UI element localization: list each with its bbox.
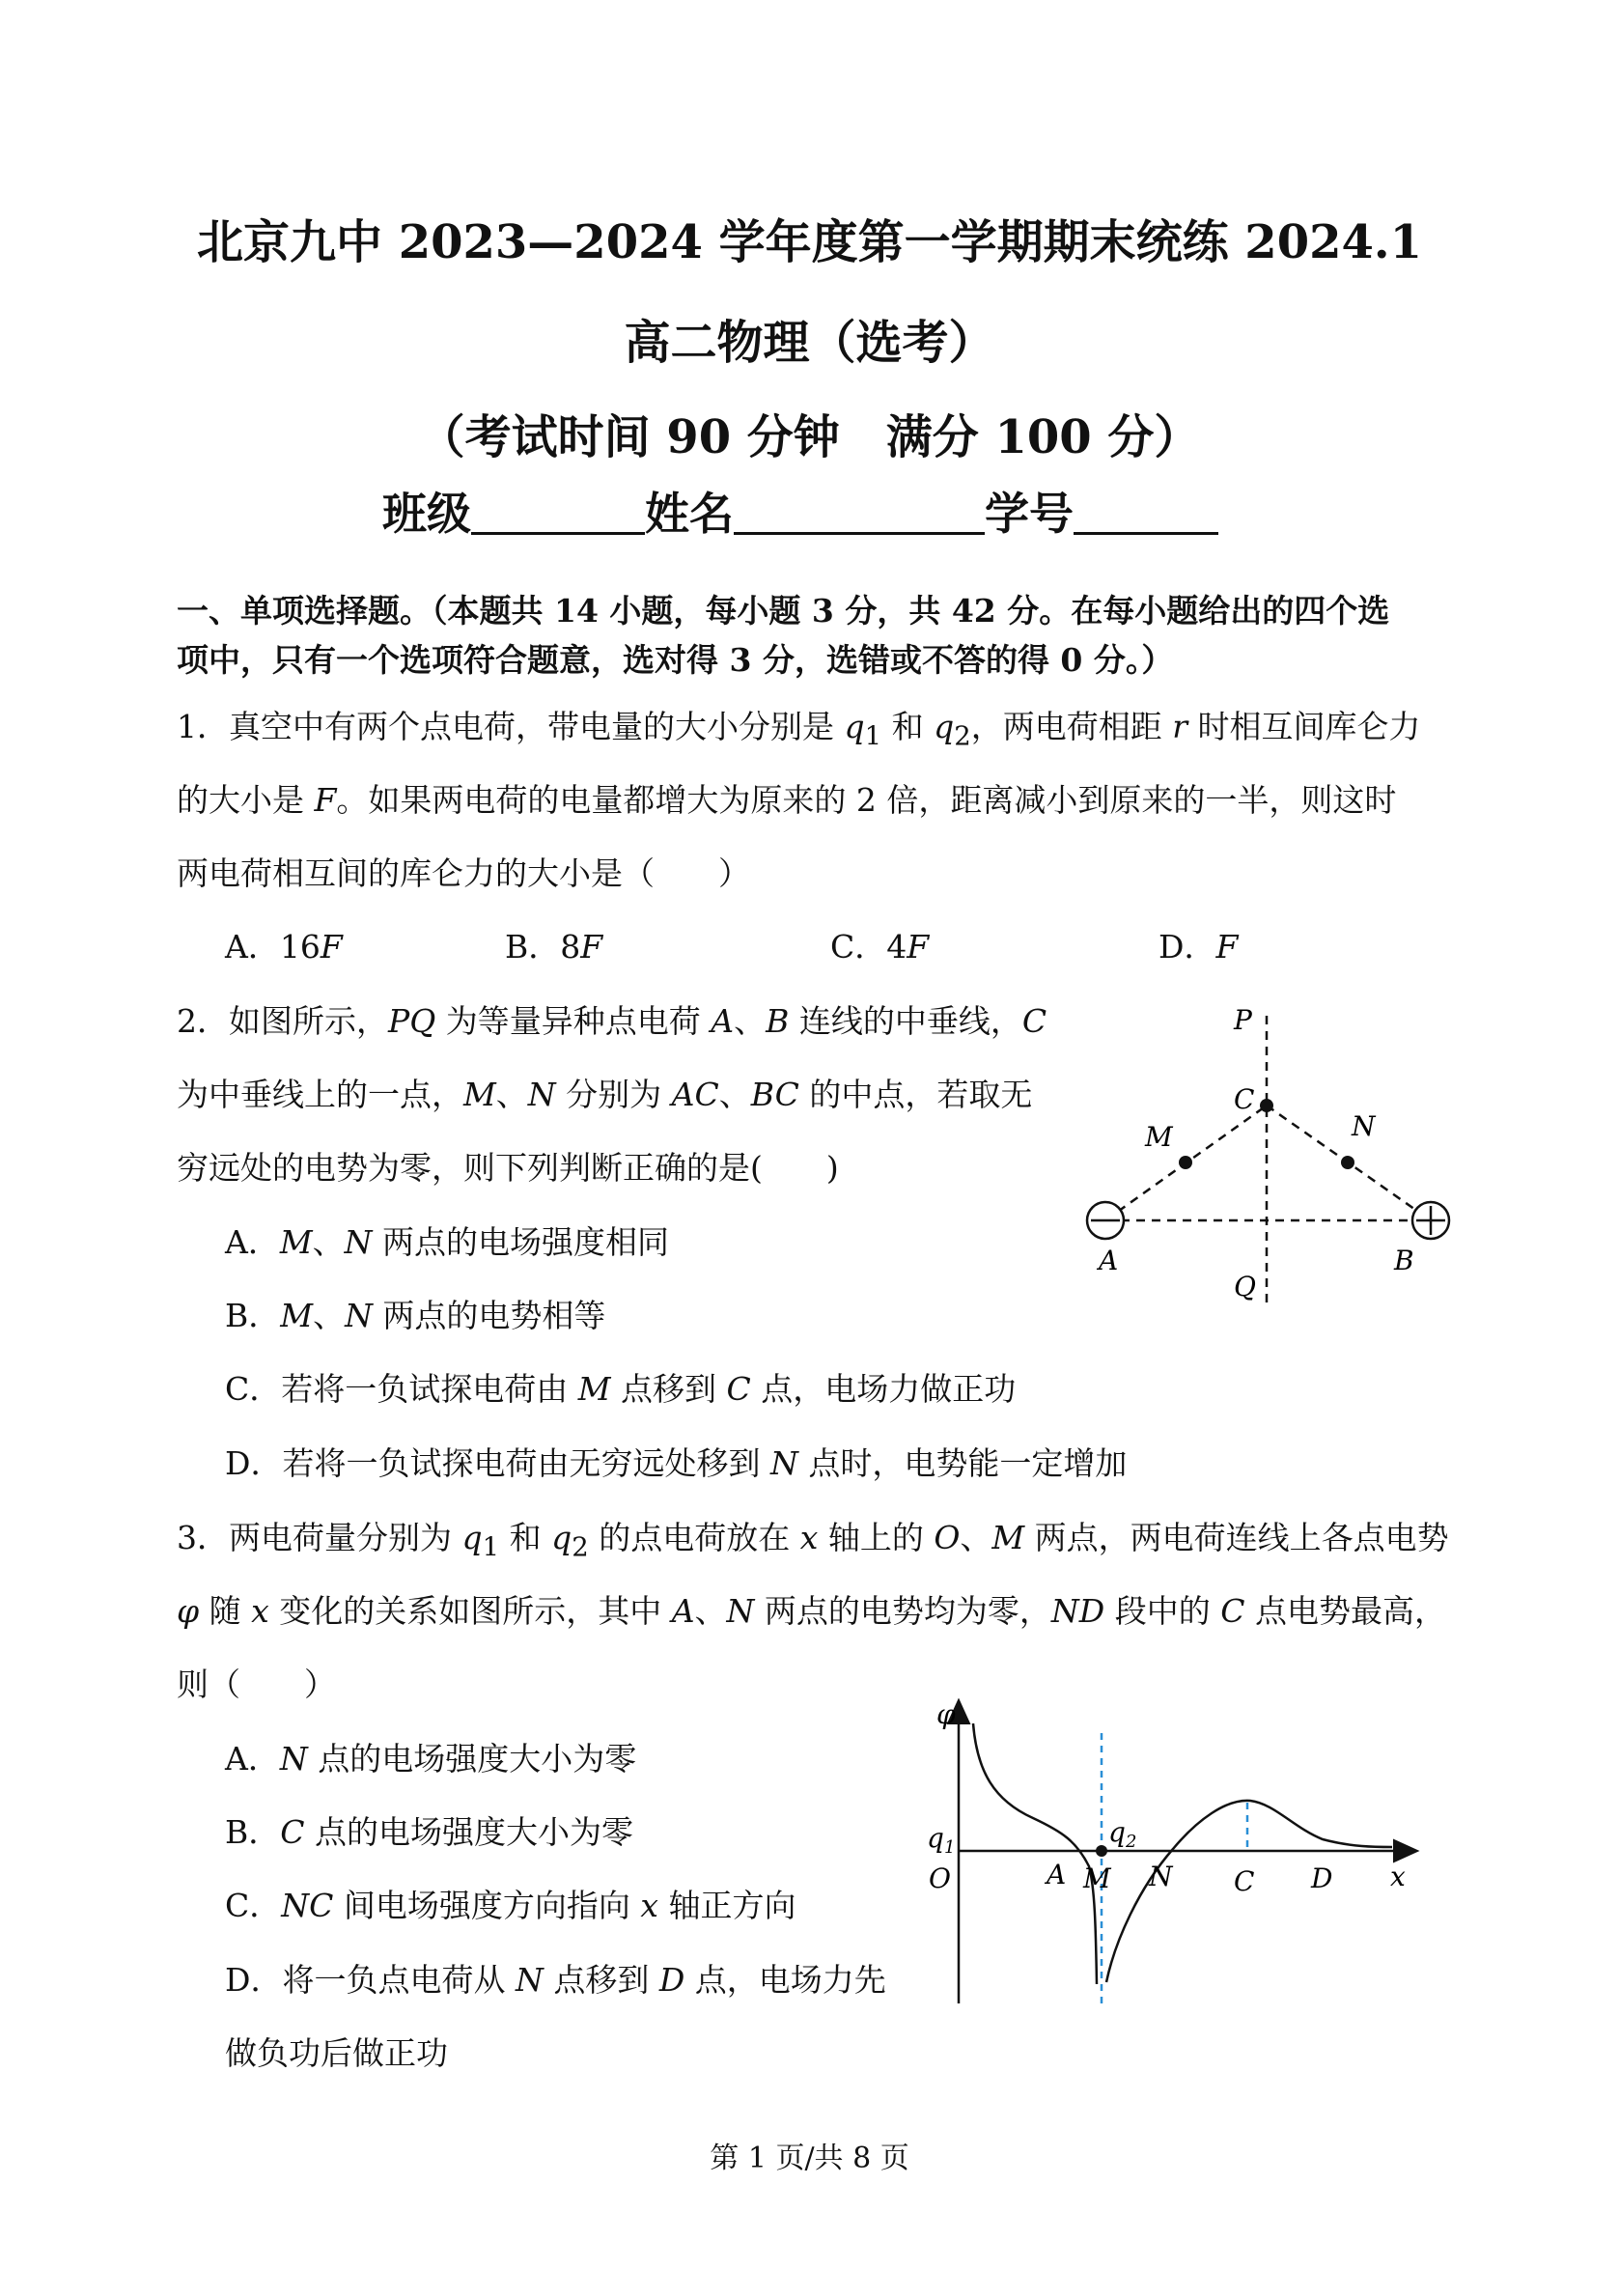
label-a: A: [1047, 1859, 1067, 1890]
name-label: 姓名: [645, 488, 734, 540]
student-id-field[interactable]: [1074, 488, 1218, 535]
q2-option-c[interactable]: C．若将一负试探电荷由 M 点移到 C 点，电场力做正功: [225, 1370, 1017, 1408]
q1-line2: 的大小是 F。如果两电荷的电量都增大为原来的 2 倍，距离减小到原来的一半，则这时: [177, 781, 1397, 819]
q2-line3: 穷远处的电势为零，则下列判断正确的是( ): [177, 1149, 839, 1187]
q2-figure: [1062, 994, 1487, 1313]
charge-q2-point: [1096, 1845, 1107, 1857]
label-n: N: [1352, 1110, 1376, 1142]
label-q: Q: [1234, 1271, 1256, 1302]
q1-line3: 两电荷相互间的库仑力的大小是（ ）: [177, 854, 750, 892]
label-a: A: [1099, 1245, 1119, 1276]
label-n: N: [1149, 1861, 1173, 1892]
page-subtitle: 高二物理（选考）: [624, 316, 995, 370]
point-c: [1260, 1099, 1273, 1112]
label-p: P: [1234, 1004, 1252, 1036]
label-b: B: [1394, 1245, 1414, 1276]
label-c: C: [1234, 1083, 1255, 1115]
page-number: 第 1 页/共 8 页: [710, 2142, 909, 2175]
label-m: M: [1145, 1121, 1173, 1153]
q2-option-b[interactable]: B．M、N 两点的电势相等: [225, 1297, 606, 1334]
potential-curve-left: [973, 1723, 1097, 1984]
q1-line1: 1．真空中有两个点电荷，带电量的大小分别是 $q_1$ 和 $q_2$，两电荷相距 r 时相互间库仑力: [177, 708, 1421, 752]
page-title: 北京九中 2023—2024 学年度第一学期期末统练 2024.1: [196, 215, 1423, 269]
q3-line3: 则（ ）: [177, 1666, 336, 1703]
q3-figure: [917, 1694, 1429, 2018]
label-m: M: [1083, 1862, 1111, 1894]
label-o: O: [929, 1862, 951, 1894]
q3-line1: 3．两电荷量分别为 $q_1$ 和 $q_2$ 的点电荷放在 x 轴上的 O、M 两点，两电荷连线上各点电势: [177, 1519, 1449, 1563]
q2-option-a[interactable]: A．M、N 两点的电场强度相同: [225, 1223, 670, 1261]
q1-option-b[interactable]: B．8F: [505, 928, 603, 966]
label-c: C: [1234, 1865, 1255, 1897]
label-q2: $q_2$: [1108, 1816, 1137, 1852]
q2-line2: 为中垂线上的一点，M、N 分别为 AC、BC 的中点，若取无: [177, 1076, 1033, 1113]
section-heading-line2: 项中，只有一个选项符合题意，选对得 3 分，选错或不答的得 0 分。）: [177, 641, 1174, 679]
q1-option-a[interactable]: A．16F: [225, 928, 343, 966]
q2-option-d[interactable]: D．若将一负试探电荷由无穷远处移到 N 点时，电势能一定增加: [225, 1444, 1128, 1482]
point-m: [1179, 1156, 1192, 1169]
exam-info: （考试时间 90 分钟 满分 100 分）: [418, 410, 1201, 464]
label-x: x: [1390, 1861, 1406, 1892]
label-q1: $q_1$: [927, 1822, 956, 1858]
label-d: D: [1311, 1862, 1333, 1894]
name-field[interactable]: [734, 488, 985, 535]
q3-option-a[interactable]: A．N 点的电场强度大小为零: [225, 1740, 637, 1778]
q3-option-d[interactable]: D．将一负点电荷从 N 点移到 D 点，电场力先: [225, 1961, 886, 1999]
label-phi: φ: [936, 1698, 956, 1730]
q3-option-c[interactable]: C．NC 间电场强度方向指向 x 轴正方向: [225, 1887, 796, 1924]
q3-line2: φ 随 x 变化的关系如图所示，其中 A、N 两点的电势均为零，ND 段中的 C 点电势最高，: [177, 1592, 1446, 1630]
q3-option-d-line2: 做负功后做正功: [225, 2034, 448, 2072]
section-heading-line1: 一、单项选择题。（本题共 14 小题，每小题 3 分，共 42 分。在每小题给出的四个选: [177, 592, 1390, 630]
point-n: [1341, 1156, 1354, 1169]
q1-option-d[interactable]: D．F: [1158, 928, 1239, 966]
class-label: 班级: [382, 488, 471, 540]
student-info-row: [382, 479, 1218, 543]
q2-line1: 2．如图所示，PQ 为等量异种点电荷 A、B 连线的中垂线，C: [177, 1002, 1047, 1040]
q3-option-b[interactable]: B．C 点的电场强度大小为零: [225, 1813, 634, 1851]
q1-option-c[interactable]: C．4F: [830, 928, 930, 966]
id-label: 学号: [985, 488, 1074, 540]
class-field[interactable]: [471, 488, 645, 535]
